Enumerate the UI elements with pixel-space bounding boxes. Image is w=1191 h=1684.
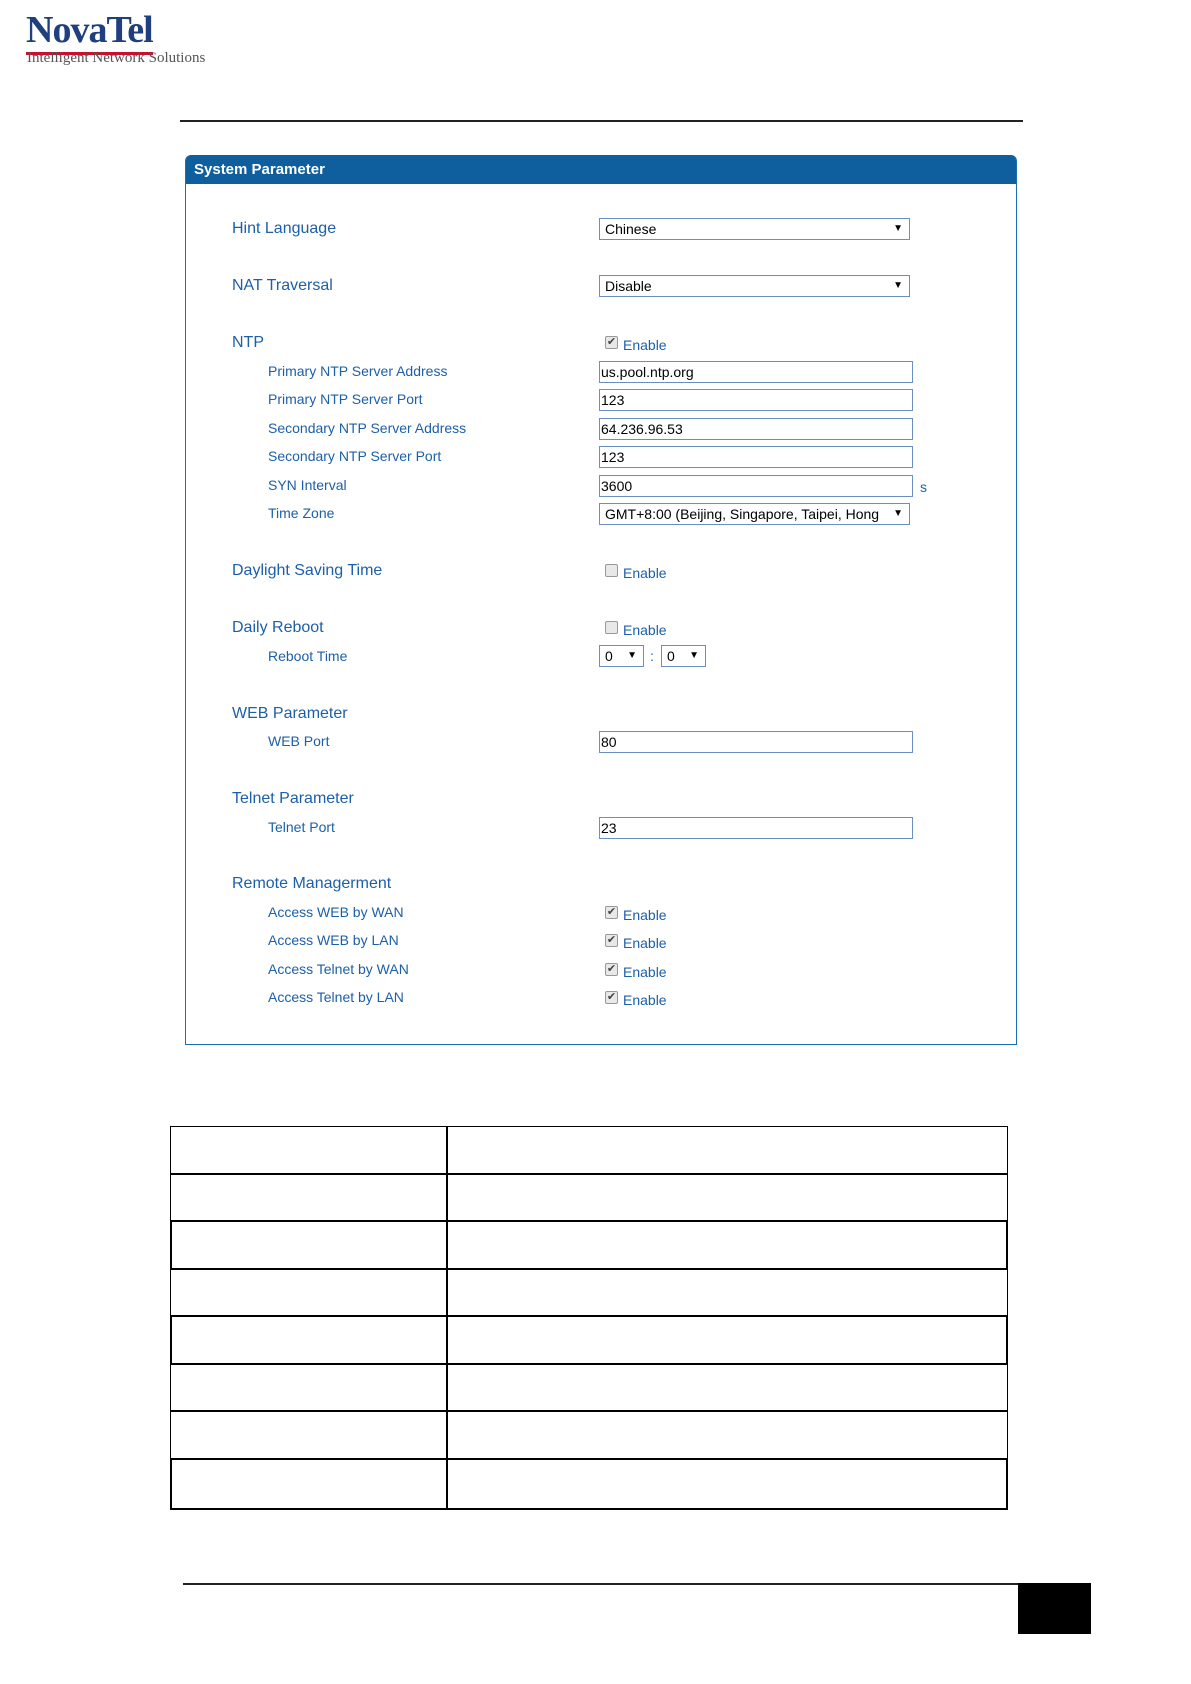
table-cell — [446, 1220, 1008, 1270]
telnet-port-input[interactable]: 23 — [599, 817, 913, 839]
web-port-label: WEB Port — [268, 733, 330, 749]
telnet-port-label: Telnet Port — [268, 819, 335, 835]
time-zone-label: Time Zone — [268, 505, 335, 521]
remote-management-label: Remote Managerment — [232, 875, 392, 892]
reboot-minute-value: 0 — [667, 648, 675, 664]
secondary-ntp-port-label: Secondary NTP Server Port — [268, 448, 442, 464]
table-cell — [170, 1363, 448, 1412]
primary-ntp-address-label: Primary NTP Server Address — [268, 363, 448, 379]
table-cell — [446, 1173, 1008, 1222]
table-cell — [170, 1458, 448, 1510]
daylight-saving-enable-checkbox[interactable] — [605, 564, 618, 577]
dropdown-arrow-icon: ▼ — [893, 280, 903, 291]
table-cell — [446, 1410, 1008, 1460]
access-telnet-wan-label: Access Telnet by WAN — [268, 961, 409, 977]
table-cell — [446, 1458, 1008, 1510]
primary-ntp-port-input[interactable]: 123 — [599, 389, 913, 411]
access-telnet-wan-enable-label: Enable — [623, 964, 667, 980]
table-cell — [170, 1268, 448, 1317]
ntp-enable-label: Enable — [623, 337, 667, 353]
novatel-logo: NovaTel — [26, 8, 153, 55]
secondary-ntp-address-label: Secondary NTP Server Address — [268, 420, 467, 436]
table-cell — [170, 1220, 448, 1270]
reboot-minute-select[interactable] — [661, 645, 706, 667]
hint-language-value: Chinese — [605, 221, 657, 237]
table-cell — [170, 1315, 448, 1365]
web-parameter-label: WEB Parameter — [232, 705, 348, 722]
reboot-hour-select[interactable] — [599, 645, 644, 667]
access-web-lan-checkbox[interactable]: ✔ — [606, 934, 617, 946]
nat-traversal-select[interactable] — [599, 275, 910, 297]
secondary-ntp-address-input[interactable]: 64.236.96.53 — [599, 418, 913, 440]
footer-rule — [183, 1583, 1025, 1585]
page-number-box — [1018, 1583, 1091, 1634]
dropdown-arrow-icon: ▼ — [893, 223, 903, 234]
dropdown-arrow-icon: ▼ — [689, 650, 699, 661]
access-web-wan-enable-label: Enable — [623, 907, 667, 923]
table-cell — [446, 1315, 1008, 1365]
table-cell — [170, 1173, 448, 1222]
primary-ntp-address-input[interactable]: us.pool.ntp.org — [599, 361, 913, 383]
header-rule — [180, 120, 1023, 122]
daylight-saving-label: Daylight Saving Time — [232, 562, 383, 579]
daylight-saving-enable-label: Enable — [623, 565, 667, 581]
dropdown-arrow-icon: ▼ — [891, 504, 903, 524]
table-cell — [170, 1410, 448, 1460]
logo-tagline: Intelligent Network Solutions — [27, 50, 206, 66]
access-web-lan-label: Access WEB by LAN — [268, 932, 399, 948]
access-web-wan-checkbox[interactable]: ✔ — [606, 906, 617, 918]
time-zone-value: GMT+8:00 (Beijing, Singapore, Taipei, Hong — [605, 506, 880, 522]
access-telnet-lan-label: Access Telnet by LAN — [268, 989, 404, 1005]
time-zone-select[interactable] — [599, 503, 910, 525]
access-telnet-lan-checkbox[interactable]: ✔ — [606, 991, 617, 1003]
reboot-time-label: Reboot Time — [268, 648, 348, 664]
web-port-input[interactable]: 80 — [599, 731, 913, 753]
nat-traversal-value: Disable — [605, 278, 652, 294]
syn-interval-unit: s — [920, 479, 927, 495]
parameter-table — [170, 1126, 1008, 1510]
syn-interval-input[interactable]: 3600 — [599, 475, 913, 497]
table-cell — [170, 1126, 448, 1175]
table-cell — [446, 1126, 1008, 1175]
nat-traversal-label: NAT Traversal — [232, 277, 333, 294]
hint-language-label: Hint Language — [232, 220, 337, 237]
dropdown-arrow-icon: ▼ — [627, 650, 637, 661]
syn-interval-label: SYN Interval — [268, 477, 347, 493]
panel-title: System Parameter — [186, 155, 1016, 184]
access-web-lan-enable-label: Enable — [623, 935, 667, 951]
table-cell — [446, 1268, 1008, 1317]
reboot-hour-value: 0 — [605, 648, 613, 664]
secondary-ntp-port-input[interactable]: 123 — [599, 446, 913, 468]
access-telnet-lan-enable-label: Enable — [623, 992, 667, 1008]
table-cell — [446, 1363, 1008, 1412]
access-web-wan-label: Access WEB by WAN — [268, 904, 404, 920]
ntp-label: NTP — [232, 334, 264, 351]
daily-reboot-enable-label: Enable — [623, 622, 667, 638]
daily-reboot-enable-checkbox[interactable] — [605, 621, 618, 634]
reboot-time-separator: : — [650, 648, 654, 664]
hint-language-select[interactable] — [599, 218, 910, 240]
daily-reboot-label: Daily Reboot — [232, 619, 324, 636]
access-telnet-wan-checkbox[interactable]: ✔ — [606, 963, 617, 975]
primary-ntp-port-label: Primary NTP Server Port — [268, 391, 423, 407]
ntp-enable-checkbox[interactable]: ✔ — [606, 336, 617, 348]
telnet-parameter-label: Telnet Parameter — [232, 790, 354, 807]
